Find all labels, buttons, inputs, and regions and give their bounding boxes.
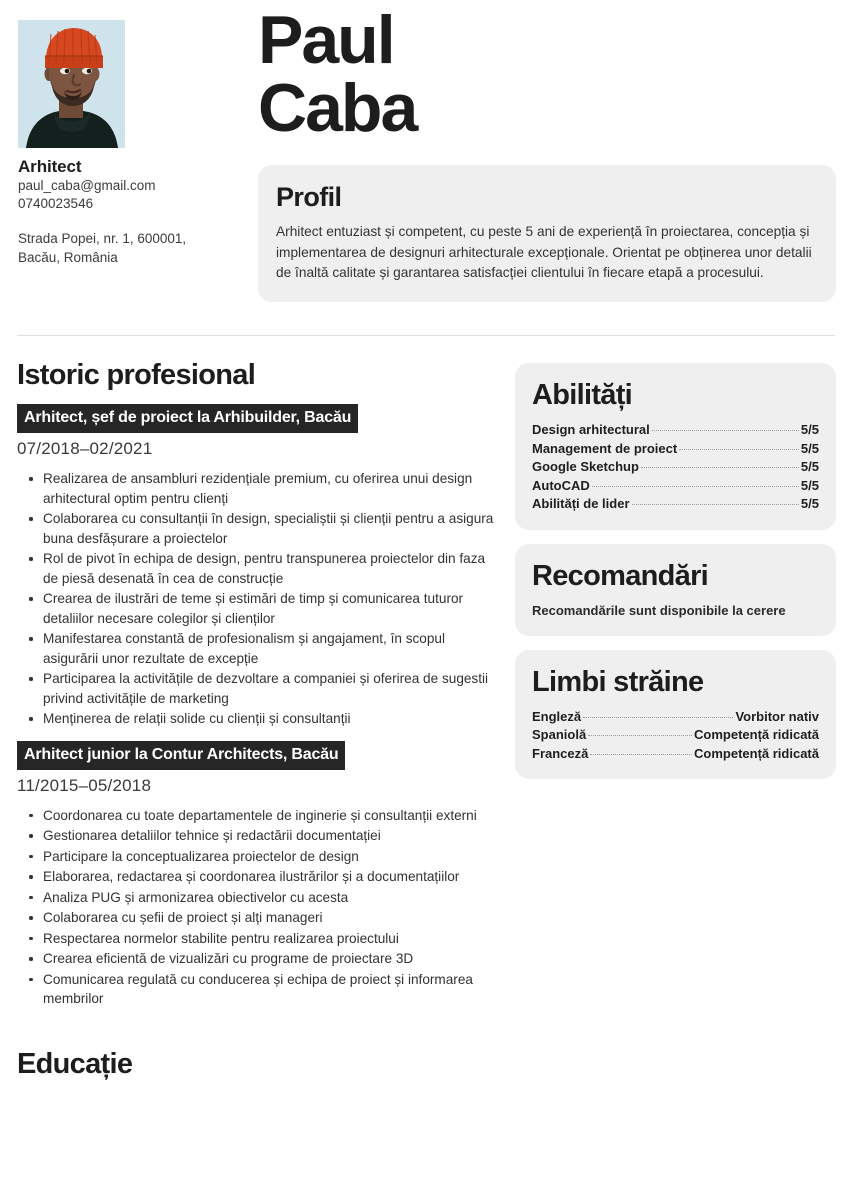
job-bullet: Participare la conceptualizarea proiectelor de design — [43, 847, 499, 867]
dotted-leader — [679, 449, 799, 450]
job-bullet: Menținerea de relații solide cu clienții și consultanții — [43, 709, 499, 729]
job-bullet: Coordonarea cu toate departamentele de inginerie și consultanții externi — [43, 806, 499, 826]
job-title: Arhitect junior la Contur Architects, Bacău — [17, 741, 345, 770]
skill-row — [532, 440, 819, 459]
job-bullet: Colaborarea cu șefii de proiect și alți manageri — [43, 908, 499, 928]
language-row-value: Vorbitor nativ — [735, 708, 819, 724]
language-row-value: Competență ridicată — [694, 745, 819, 761]
dotted-leader — [592, 486, 799, 487]
job-bullet: Analiza PUG și armonizarea obiectivelor cu acesta — [43, 888, 499, 908]
profile-summary: Arhitect entuziast și competent, cu peste 5 ani de experiență în proiectarea, concepția și implementarea de designuri arhitecturale excepționale. Orientat pe obținerea unor detalii de înaltă calitate și garantarea satisfacției clientului în fiecare etapă a procesului. — [276, 224, 812, 280]
address-line-1: Strada Popei, nr. 1, 600001, — [18, 231, 187, 246]
job-bullet: Gestionarea detaliilor tehnice și redactării documentației — [43, 826, 499, 846]
references-note: Recomandările sunt disponibile la cerere — [532, 602, 786, 618]
job-dates: 11/2015–05/2018 — [17, 775, 152, 795]
skills-card — [515, 363, 836, 530]
address-block — [18, 229, 243, 267]
job-bullet-list — [17, 806, 499, 1009]
languages-list — [532, 708, 819, 764]
profile-title: Profil — [276, 182, 342, 212]
language-row — [532, 708, 819, 727]
job-bullet: Respectarea normelor stabilite pentru realizarea proiectului — [43, 929, 499, 949]
skills-list — [532, 421, 819, 514]
references-card — [515, 544, 836, 636]
language-row — [532, 726, 819, 745]
dotted-leader — [588, 735, 692, 736]
contact-block — [18, 156, 243, 267]
job-title-wrapper — [17, 741, 499, 770]
job-bullet: Crearea eficientă de vizualizări cu programe de proiectare 3D — [43, 949, 499, 969]
experience-column — [17, 358, 499, 1081]
phone-text[interactable]: 0740023546 — [18, 196, 94, 211]
skill-row-value: 5/5 — [800, 459, 819, 474]
skill-row-value: 5/5 — [800, 496, 819, 511]
jobs-container — [17, 404, 499, 1009]
job-bullet: Comunicarea regulată cu conducerea și echipa de proiect și informarea membrilor — [43, 970, 499, 1009]
name-last: Caba — [258, 70, 417, 146]
skill-row-label: Design arhitectural — [532, 422, 650, 437]
name-first: Paul — [258, 2, 394, 78]
job-role: Arhitect — [18, 157, 82, 176]
language-row — [532, 745, 819, 764]
skill-row-value: 5/5 — [800, 477, 819, 493]
job-title: Arhitect, șef de proiect la Arhibuilder, Bacău — [17, 404, 358, 433]
skill-row-label: Management de proiect — [532, 440, 678, 456]
language-row-label: Engleză — [532, 708, 582, 724]
dotted-leader — [641, 467, 799, 468]
job-bullet: Participarea la activitățile de dezvoltare a companiei și oferirea de sugestii privind activitățile de marketing — [43, 669, 499, 708]
dotted-leader — [583, 717, 733, 718]
dotted-leader — [652, 430, 799, 431]
skills-title: Abilități — [532, 379, 633, 411]
skill-row-label: Google Sketchup — [532, 459, 639, 474]
job-bullet: Elaborarea, redactarea și coordonarea ilustrărilor și a documentațiilor — [43, 867, 499, 887]
languages-card — [515, 650, 836, 780]
job-entry — [17, 404, 499, 729]
job-title-wrapper — [17, 404, 499, 433]
header-divider — [17, 335, 835, 336]
job-bullet: Realizarea de ansambluri rezidențiale premium, cu oferirea unui design arhitectural optim pentru clienți — [43, 469, 499, 508]
dotted-leader — [632, 504, 799, 505]
job-bullet: Crearea de ilustrări de teme și estimări de timp și comunicarea tuturor detaliilor necesare colegilor și clienților — [43, 589, 499, 628]
job-bullet: Rol de pivot în echipa de design, pentru transpunerea proiectelor din faza de piesă desenată în cea de construcție — [43, 549, 499, 588]
education-title: Educație — [17, 1047, 133, 1080]
job-bullet: Manifestarea constantă de profesionalism și angajament, în scopul asigurării unor rezultate de excepție — [43, 629, 499, 668]
experience-title: Istoric profesional — [17, 359, 256, 391]
skill-row — [532, 421, 819, 440]
job-dates: 07/2018–02/2021 — [17, 439, 153, 458]
skill-row-label: AutoCAD — [532, 477, 590, 493]
skill-row-value: 5/5 — [800, 440, 819, 456]
resume-header — [0, 0, 852, 335]
job-entry — [17, 741, 499, 1009]
language-row-value: Competență ridicată — [694, 727, 819, 742]
references-title: Recomandări — [532, 559, 709, 592]
skill-row-value: 5/5 — [800, 422, 819, 437]
email-text[interactable]: paul_caba@gmail.com — [18, 178, 156, 193]
job-bullet: Colaborarea cu consultanții în design, specialiștii și clienții pentru a asigura buna desfășurare a proiectelor — [43, 509, 499, 548]
skill-row — [532, 477, 819, 496]
language-row-label: Franceză — [532, 745, 589, 761]
address-line-2: Bacău, România — [18, 250, 118, 265]
job-bullet-list — [17, 469, 499, 729]
profile-card — [258, 165, 836, 302]
dotted-leader — [590, 754, 692, 755]
skill-row — [532, 458, 819, 477]
language-row-label: Spaniolă — [532, 727, 587, 742]
sidebar-column — [515, 363, 836, 793]
skill-row-label: Abilități de lider — [532, 496, 630, 511]
skill-row — [532, 495, 819, 514]
languages-title: Limbi străine — [532, 665, 704, 698]
profile-photo — [18, 20, 125, 148]
candidate-name — [258, 2, 417, 146]
